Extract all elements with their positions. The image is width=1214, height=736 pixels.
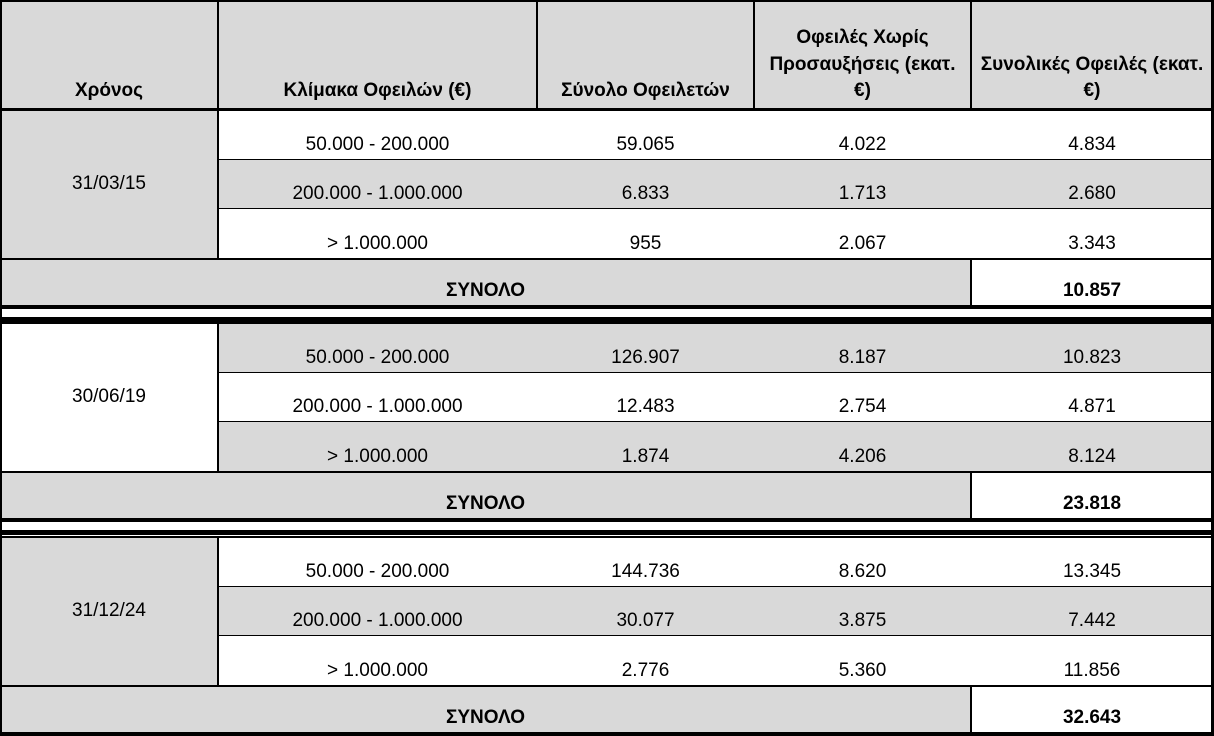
date-column-border	[217, 323, 219, 472]
debtors-count: 1.874	[537, 422, 754, 472]
header-total-debt: Συνολικές Οφειλές (εκατ. €)	[971, 2, 1213, 109]
debt-no-surcharge: 5.360	[754, 636, 971, 686]
debt-bracket: 200.000 - 1.000.000	[218, 160, 537, 210]
group-rows-bottom-border	[0, 685, 1214, 687]
total-value: 10.857	[971, 259, 1213, 306]
group-rows-bottom-border	[0, 471, 1214, 473]
debt-bracket: 50.000 - 200.000	[218, 110, 537, 160]
total-label: ΣΥΝΟΛΟ	[0, 472, 971, 519]
debtors-count: 955	[537, 209, 754, 259]
debt-no-surcharge: 4.022	[754, 110, 971, 160]
debt-no-surcharge: 1.713	[754, 160, 971, 210]
total-label: ΣΥΝΟΛΟ	[0, 686, 971, 733]
total-debt: 7.442	[971, 587, 1213, 637]
table-top-border	[0, 0, 1214, 2]
total-value: 23.818	[971, 472, 1213, 519]
debt-bracket: > 1.000.000	[218, 422, 537, 472]
total-debt: 3.343	[971, 209, 1213, 259]
debtors-count: 30.077	[537, 587, 754, 637]
total-value-border	[970, 686, 972, 733]
total-debt: 4.871	[971, 373, 1213, 423]
debt-no-surcharge: 8.620	[754, 537, 971, 587]
group-total-bottom-border	[0, 518, 1214, 522]
debt-bracket: 50.000 - 200.000	[218, 323, 537, 373]
total-debt: 2.680	[971, 160, 1213, 210]
total-debt: 11.856	[971, 636, 1213, 686]
group-total-bottom-border	[0, 732, 1214, 736]
header-bottom-border	[0, 108, 1214, 111]
debtors-count: 6.833	[537, 160, 754, 210]
debt-bracket: > 1.000.000	[218, 636, 537, 686]
debt-no-surcharge: 8.187	[754, 323, 971, 373]
group-total-bottom-border	[0, 305, 1214, 309]
header-column-border	[217, 0, 219, 110]
debtors-count: 59.065	[537, 110, 754, 160]
debt-no-surcharge: 3.875	[754, 587, 971, 637]
header-debtors: Σύνολο Οφειλετών	[537, 2, 754, 109]
total-label: ΣΥΝΟΛΟ	[0, 259, 971, 306]
header-column-border	[753, 0, 755, 110]
header-column-border	[536, 0, 538, 110]
debt-no-surcharge: 4.206	[754, 422, 971, 472]
total-debt: 13.345	[971, 537, 1213, 587]
debtors-count: 126.907	[537, 323, 754, 373]
debt-no-surcharge: 2.754	[754, 373, 971, 423]
header-bracket: Κλίμακα Οφειλών (€)	[218, 2, 537, 109]
group-date: 31/03/15	[0, 110, 218, 259]
debt-bracket: > 1.000.000	[218, 209, 537, 259]
debtors-count: 144.736	[537, 537, 754, 587]
group-rows-bottom-border	[0, 258, 1214, 260]
total-debt: 8.124	[971, 422, 1213, 472]
date-column-border	[217, 537, 219, 686]
group-top-border	[0, 536, 1214, 538]
debt-bracket: 200.000 - 1.000.000	[218, 587, 537, 637]
total-debt: 4.834	[971, 110, 1213, 160]
debt-bracket: 50.000 - 200.000	[218, 537, 537, 587]
group-date: 30/06/19	[0, 323, 218, 472]
group-separator	[0, 530, 1214, 535]
total-value-border	[970, 259, 972, 306]
total-debt: 10.823	[971, 323, 1213, 373]
debtors-count: 12.483	[537, 373, 754, 423]
group-date: 31/12/24	[0, 537, 218, 686]
table-left-border	[0, 0, 2, 736]
group-separator	[0, 317, 1214, 322]
debt-bracket: 200.000 - 1.000.000	[218, 373, 537, 423]
debtors-count: 2.776	[537, 636, 754, 686]
total-value: 32.643	[971, 686, 1213, 733]
date-column-border	[217, 110, 219, 259]
total-value-border	[970, 472, 972, 519]
header-debt-no-surcharge: Οφειλές Χωρίς Προσαυξήσεις (εκατ. €)	[754, 2, 971, 109]
group-top-border	[0, 322, 1214, 324]
debt-no-surcharge: 2.067	[754, 209, 971, 259]
header-column-border	[970, 0, 972, 110]
header-year: Χρόνος	[0, 2, 218, 109]
